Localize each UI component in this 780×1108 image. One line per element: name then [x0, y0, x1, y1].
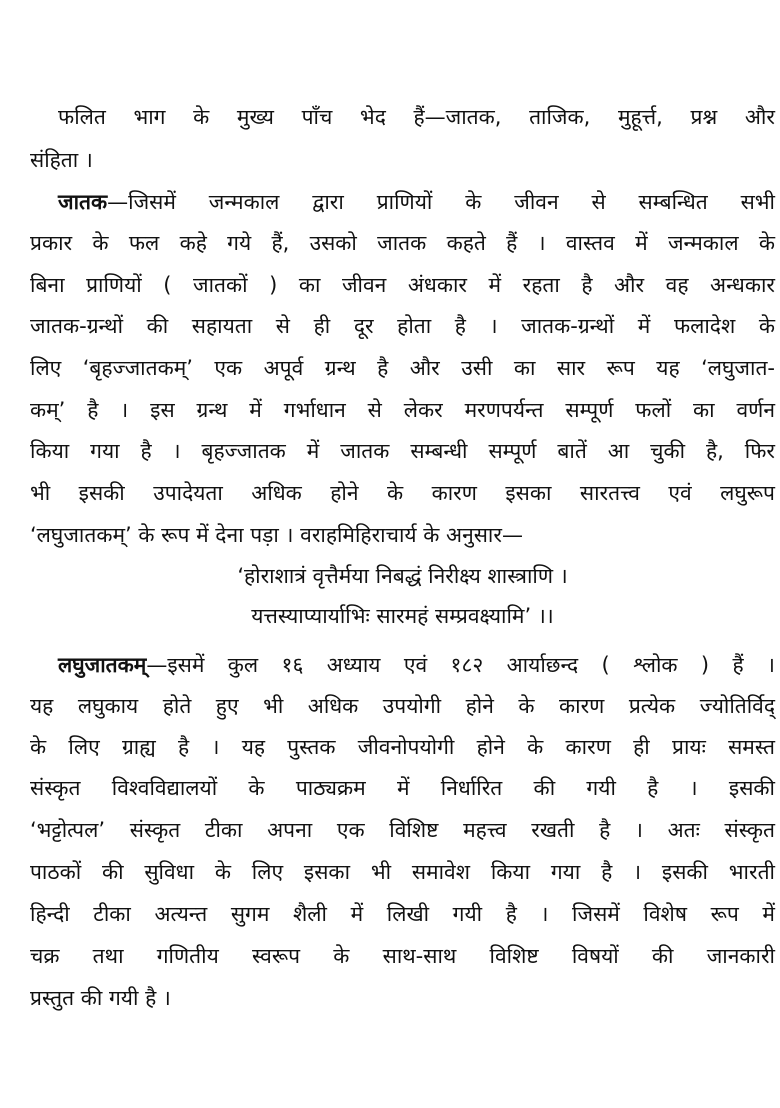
text-line [30, 942, 775, 970]
lead-term: लघुजातकम् [58, 653, 147, 677]
text-line [30, 271, 775, 299]
text-line [30, 146, 775, 174]
text-line [30, 774, 775, 802]
line-text: के लिए ग्राह्य है । यह पुस्तक जीवनोपयोगी होने के कारण ही प्रायः समस्त [30, 735, 775, 759]
line-text: —जिसमें जन्मकाल द्वारा प्राणियों के जीवन से सम्बन्धित सभी [107, 190, 775, 214]
text-line [30, 437, 775, 465]
line-text: किया गया है । बृहज्जातक में जातक सम्बन्धी सम्पूर्ण बातें आ चुकी है, फिर [30, 439, 775, 463]
line-text: प्रकार के फल कहे गये हैं, उसको जातक कहते हैं । वास्तव में जन्मकाल के [30, 231, 775, 255]
text-line [30, 900, 775, 928]
line-text: यह लघुकाय होते हुए भी अधिक उपयोगी होने के कारण प्रत्येक ज्योतिर्विद् [30, 694, 775, 718]
line-text: पाठकों की सुविधा के लिए इसका भी समावेश किया गया है । इसकी भारती [30, 860, 775, 884]
line-text: संस्कृत विश्वविद्यालयों के पाठ्यक्रम में निर्धारित की गयी है । इसकी [30, 776, 775, 800]
text-line [30, 692, 775, 720]
verse-line [30, 602, 775, 630]
text-line [30, 733, 775, 761]
line-text: —इसमें कुल १६ अध्याय एवं १८२ आर्याछन्द ( श्लोक ) हैं । [146, 653, 775, 677]
line-text: चक्र तथा गणितीय स्वरूप के साथ-साथ विशिष्ट विषयों की जानकारी [30, 944, 775, 968]
text-line [30, 354, 775, 382]
line-text: ‘भट्टोत्पल’ संस्कृत टीका अपना एक विशिष्ट महत्त्व रखती है । अतः संस्कृत [30, 818, 775, 842]
line-text: भी इसकी उपादेयता अधिक होने के कारण इसका सारतत्त्व एवं लघुरूप [30, 481, 775, 505]
text-line [30, 858, 775, 886]
line-text: कम्’ है । इस ग्रन्थ में गर्भाधान से लेकर मरणपर्यन्त सम्पूर्ण फलों का वर्णन [30, 398, 775, 422]
text-line [58, 651, 775, 679]
line-text: जातक-ग्रन्थों की सहायता से ही दूर होता है । जातक-ग्रन्थों में फलादेश के [30, 314, 775, 338]
line-text: लिए ‘बृहज्जातकम्’ एक अपूर्व ग्रन्थ है और उसी का सार रूप यह ‘लघुजात- [30, 356, 775, 380]
text-line [30, 984, 775, 1012]
line-text: ‘लघुजातकम्’ के रूप में देना पड़ा । वराहमिहिराचार्य के अनुसार— [30, 523, 523, 547]
text-line [30, 479, 775, 507]
line-text: प्रस्तुत की गयी है । [30, 986, 171, 1010]
line-text: हिन्दी टीका अत्यन्त सुगम शैली में लिखी गयी है । जिसमें विशेष रूप में [30, 902, 775, 926]
line-text: ‘होराशात्रं वृत्तैर्मया निबद्धं निरीक्ष्य शास्त्राणि । [237, 564, 568, 588]
line-text: संहिता । [30, 148, 93, 172]
text-line [30, 312, 775, 340]
line-text: फलित भाग के मुख्य पाँच भेद हैं—जातक, ताजिक, मुहूर्त्त, प्रश्न और [58, 105, 775, 129]
text-line [30, 229, 775, 257]
line-text: यत्तस्याप्यार्याभिः सारमहं सम्प्रवक्ष्यामि’ ।। [251, 604, 554, 628]
text-line [58, 188, 775, 216]
text-line [30, 396, 775, 424]
text-line [30, 521, 775, 549]
line-text: बिना प्राणियों ( जातकों ) का जीवन अंधकार में रहता है और वह अन्धकार [30, 273, 775, 297]
lead-term: जातक [58, 190, 108, 214]
text-line [58, 103, 775, 131]
text-line [30, 816, 775, 844]
verse-line [30, 562, 775, 590]
